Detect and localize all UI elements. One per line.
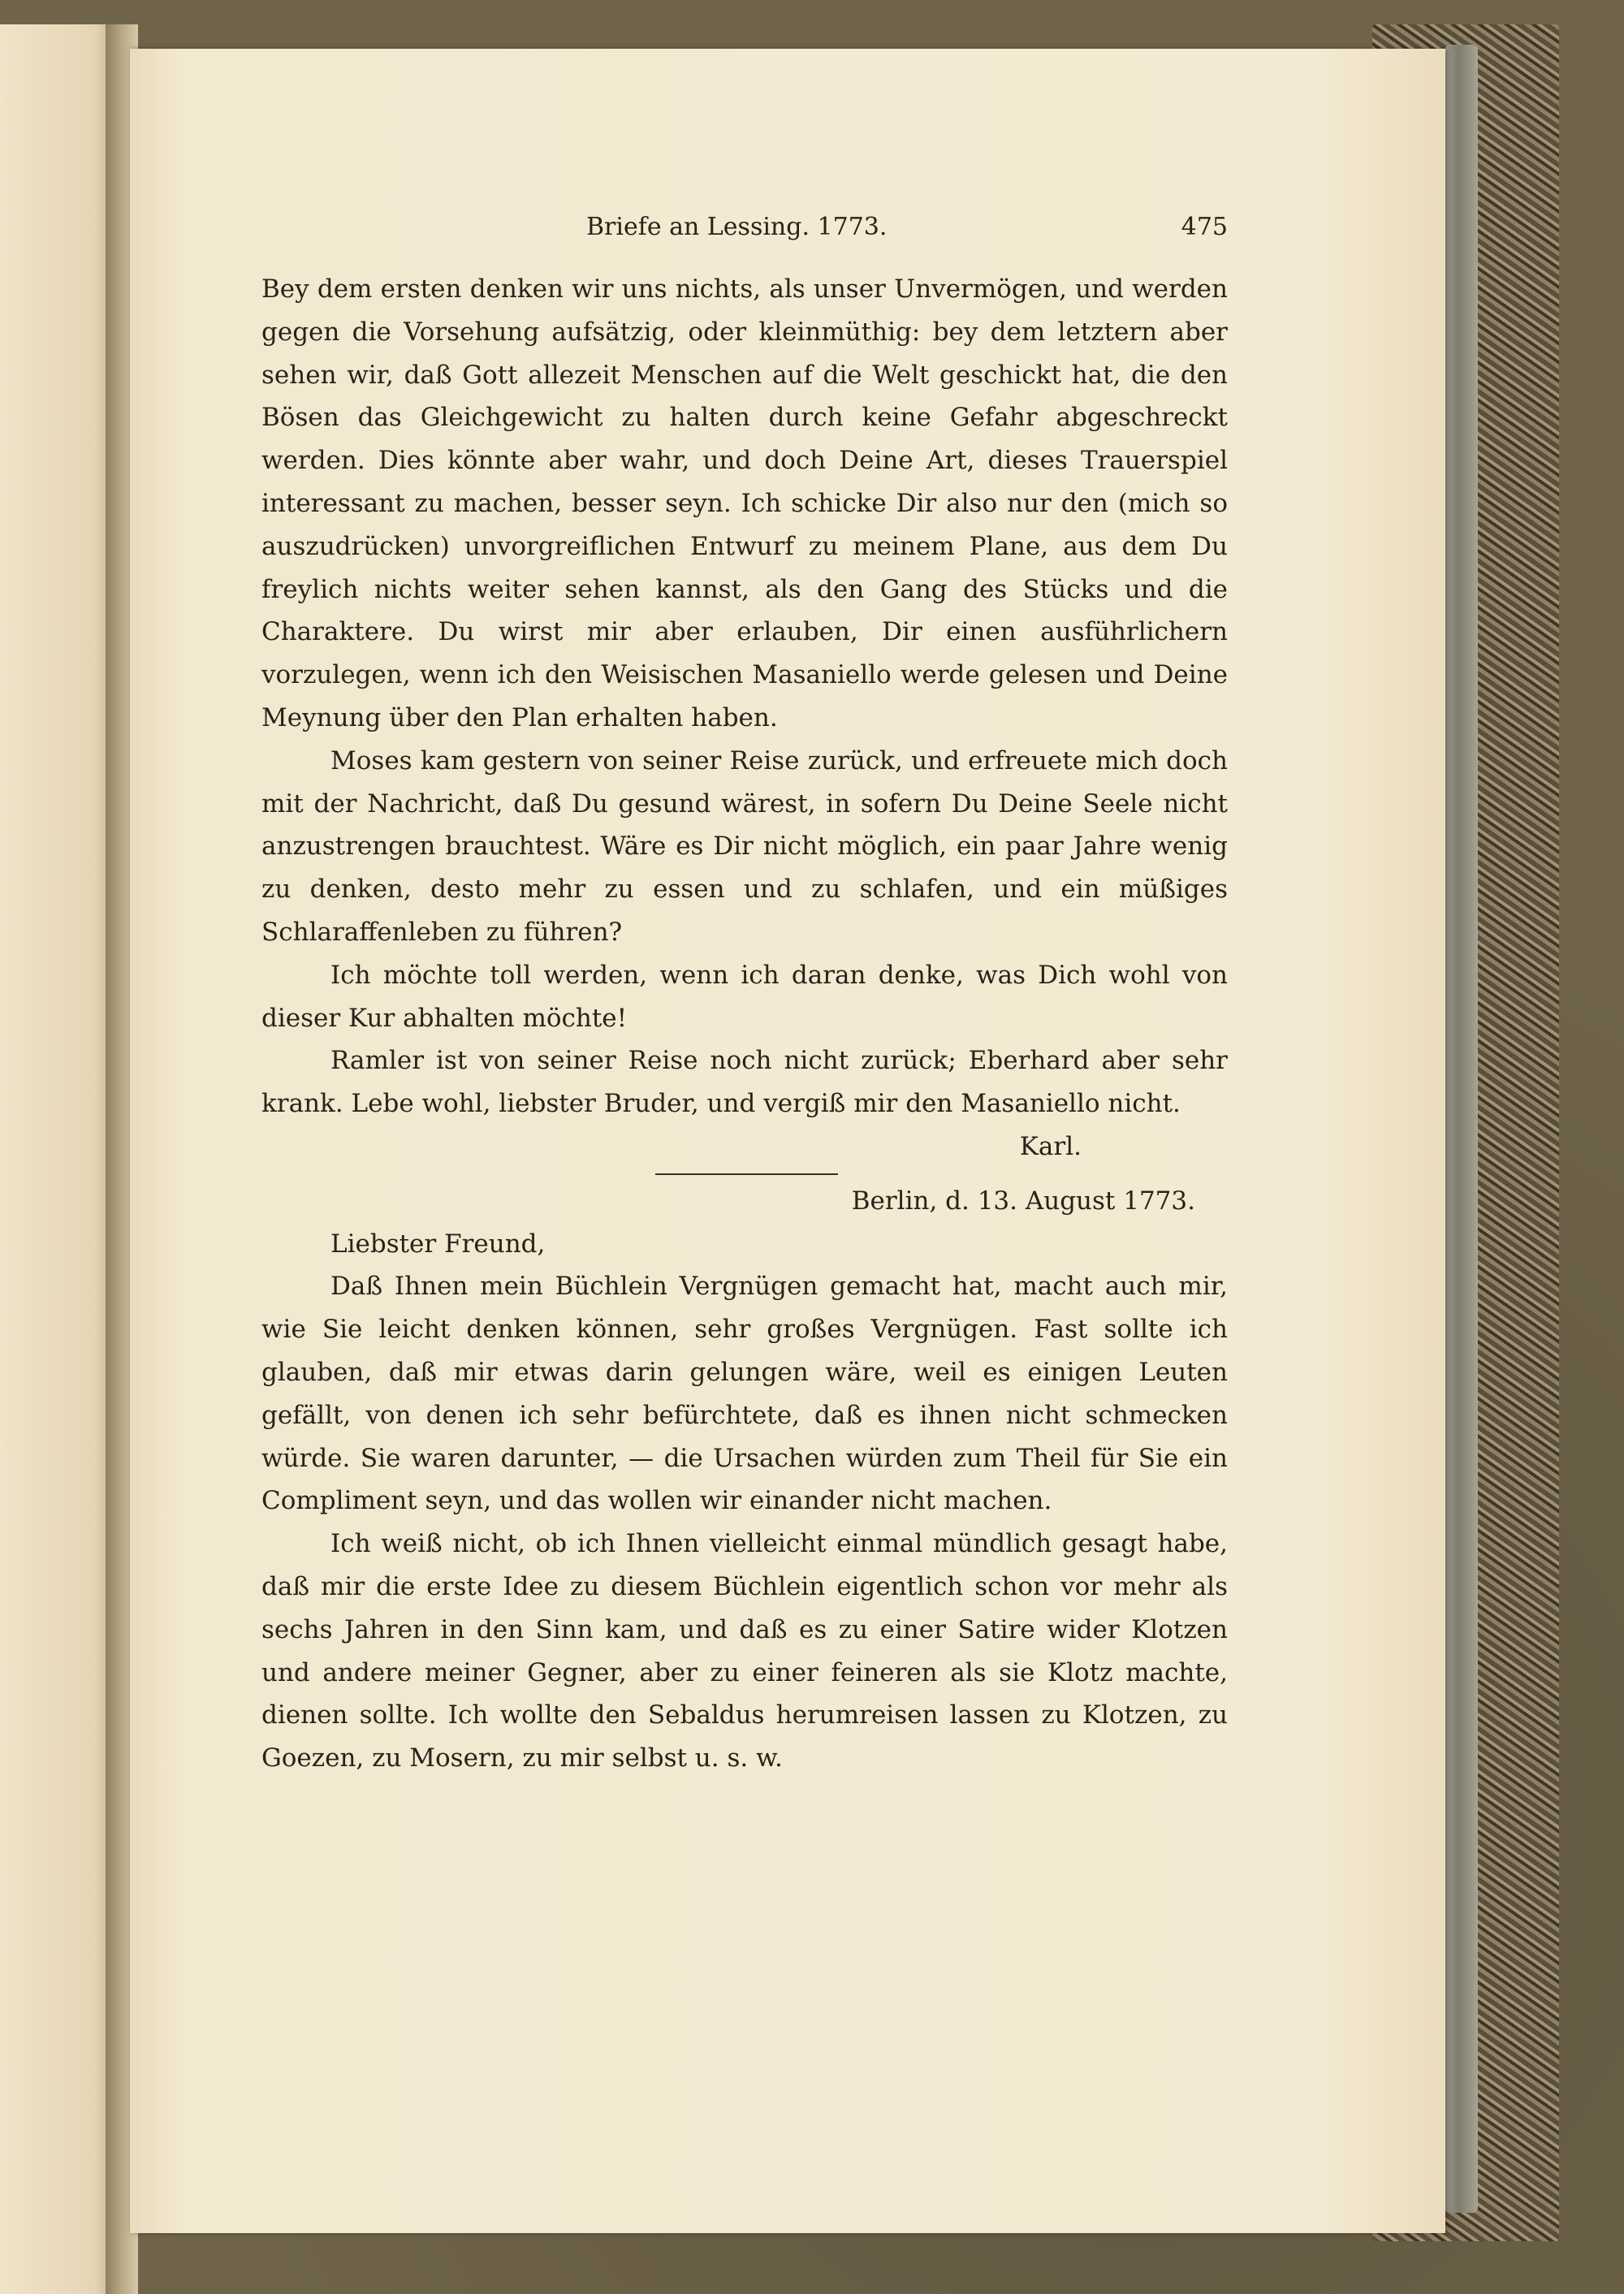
- letter2-salutation: Liebster Freund,: [330, 1229, 546, 1259]
- page-block-edge: [1445, 45, 1478, 2213]
- letter1-signature: Karl.: [1019, 1131, 1082, 1161]
- letter2-dateline: Berlin, d. 13. August 1773.: [851, 1186, 1195, 1216]
- running-title: Briefe an Lessing. 1773.: [586, 213, 888, 241]
- letter2-paragraph-1: Daß Ihnen mein Büchlein Vergnügen gemacht hat, macht auch mir, wie Sie leicht denken können, sehr großes Vergnügen. Fast sollte ich glauben, daß mir etwas darin gelungen wäre, weil es einigen Leuten gefällt, von denen ich sehr befürchtete, daß es ihnen nicht schmecken würde. Sie waren darunter, — die Ursachen würden zum Theil für Sie ein Compliment seyn, und das wollen wir einander nicht machen.: [261, 1272, 1228, 1516]
- letter1-paragraph-1: Bey dem ersten denken wir uns nichts, als unser Unvermögen, und werden gegen die Vorsehung aufsätzig, oder kleinmüthig: bey dem letztern aber sehen wir, daß Gott allezeit Menschen auf die Welt geschickt hat, die den Bösen das Gleichgewicht zu halten durch keine Gefahr abgeschreckt werden. Dies könnte aber wahr, und doch Deine Art, dieses Trauerspiel interessant zu machen, besser seyn. Ich schicke Dir also nur den (mich so auszudrücken) unvorgreiflichen Entwurf zu meinem Plane, aus dem Du freylich nichts weiter sehen kannst, als den Gang des Stücks und die Charaktere. Du wirst mir aber erlauben, Dir einen ausführlichern vorzulegen, wenn ich den Weisischen Masaniello werde gelesen und Deine Meynung über den Plan erhalten haben.: [261, 274, 1228, 732]
- letter-divider: [655, 1173, 838, 1175]
- page-body: [261, 268, 1228, 1780]
- letter1-paragraph-4: Ramler ist von seiner Reise noch nicht zurück; Eberhard aber sehr krank. Lebe wohl, liebster Bruder, und vergiß mir den Masaniello nicht.: [261, 1046, 1228, 1119]
- facing-page-edge: [0, 24, 118, 2294]
- letter2-paragraph-2: Ich weiß nicht, ob ich Ihnen vielleicht einmal mündlich gesagt habe, daß mir die erste Idee zu diesem Büchlein eigentlich schon vor mehr als sechs Jahren in den Sinn kam, und daß es zu einer Satire wider Klotzen und andere meiner Gegner, aber zu einer feineren als sie Klotz machte, dienen sollte. Ich wollte den Sebaldus herumreisen lassen zu Klotzen, zu Goezen, zu Mosern, zu mir selbst u. s. w.: [261, 1529, 1228, 1773]
- letter1-paragraph-3: Ich möchte toll werden, wenn ich daran denke, was Dich wohl von dieser Kur abhalten möchte!: [261, 960, 1228, 1033]
- letter1-paragraph-2: Moses kam gestern von seiner Reise zurück, und erfreuete mich doch mit der Nachricht, daß Du gesund wärest, in sofern Du Deine Seele nicht anzustrengen brauchtest. Wäre es Dir nicht möglich, ein paar Jahre wenig zu denken, desto mehr zu essen und zu schlafen, und ein müßiges Schlaraffenleben zu führen?: [261, 745, 1228, 947]
- page-number: 475: [1181, 213, 1228, 241]
- page-header: [261, 213, 1228, 245]
